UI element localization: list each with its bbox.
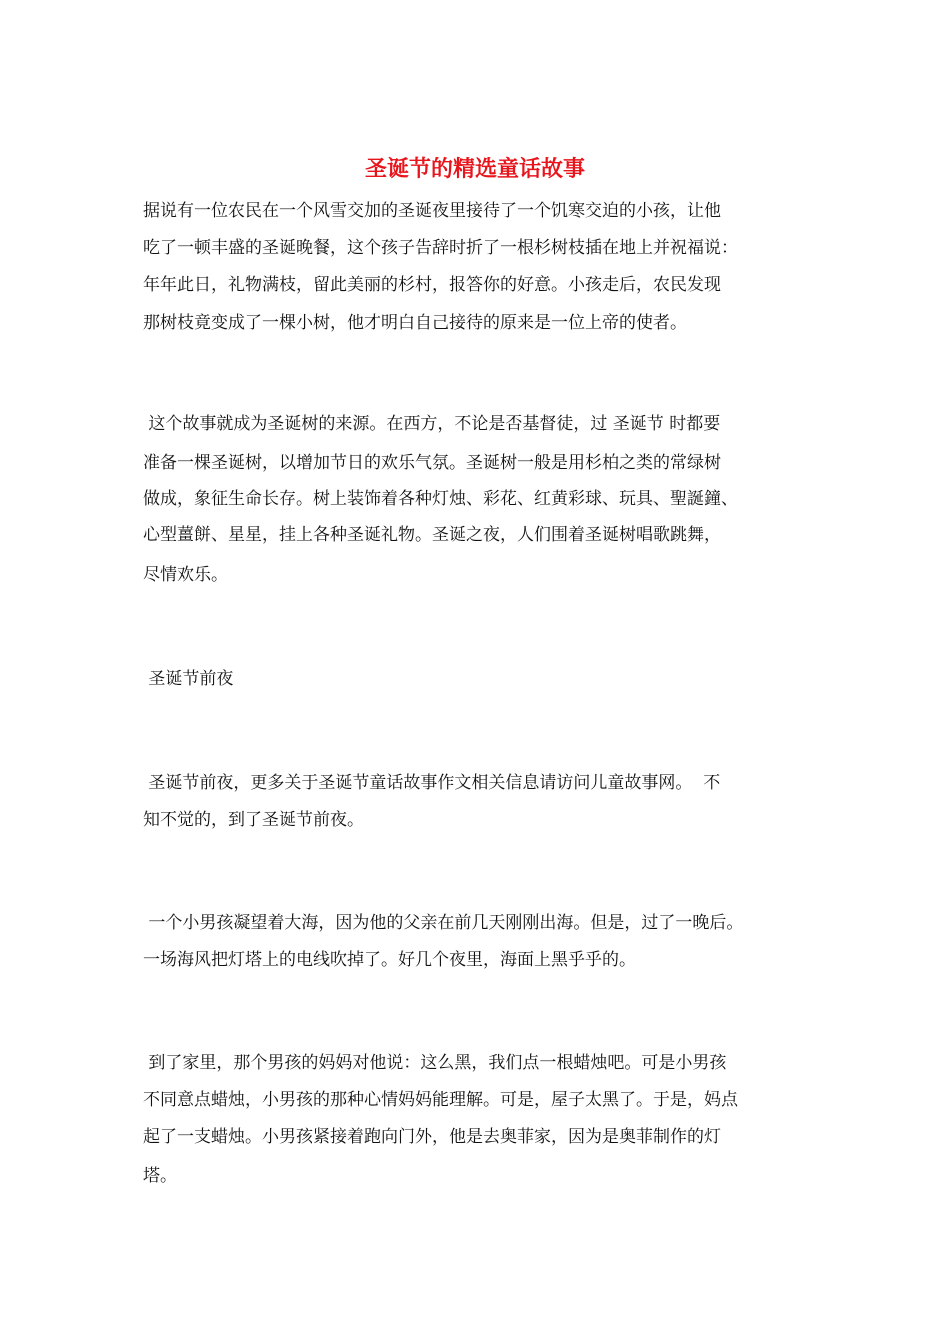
paragraph-4-line-2: 知不觉的，到了圣诞节前夜。 xyxy=(143,810,364,830)
paragraph-5-line-2: 一场海风把灯塔上的电线吹掉了。好几个夜里，海面上黑乎乎的。 xyxy=(143,950,636,970)
paragraph-2-line-2: 准备一棵圣诞树，以增加节日的欢乐气氛。圣诞树一般是用杉柏之类的常绿树 xyxy=(143,453,721,473)
paragraph-1-line-3: 年年此日，礼物满枝，留此美丽的杉村，报答你的好意。小孩走后，农民发现 xyxy=(143,275,721,295)
paragraph-6-line-2: 不同意点蜡烛，小男孩的那种心情妈妈能理解。可是，屋子太黑了。于是，妈点 xyxy=(143,1090,738,1110)
paragraph-2-line-5: 尽情欢乐。 xyxy=(143,565,228,585)
paragraph-5-line-1: 一个小男孩凝望着大海，因为他的父亲在前几天刚刚出海。但是，过了一晚后。 xyxy=(143,913,744,933)
paragraph-2-line-1: 这个故事就成为圣诞树的来源。在西方，不论是否基督徒，过 圣诞节 时都要 xyxy=(143,414,721,434)
section-heading-christmas-eve: 圣诞节前夜 xyxy=(143,669,234,689)
paragraph-4-line-1: 圣诞节前夜，更多关于圣诞节童话故事作文相关信息请访问儿童故事网。 不 xyxy=(143,773,721,793)
paragraph-1-line-2: 吃了一顿丰盛的圣诞晚餐，这个孩子告辞时折了一根杉树枝插在地上并祝福说： xyxy=(143,238,738,258)
paragraph-6-line-4: 塔。 xyxy=(143,1166,177,1186)
document-title: 圣诞节的精选童话故事 xyxy=(364,156,585,182)
paragraph-2-line-4: 心型薑餅、星星，挂上各种圣诞礼物。圣诞之夜，人们围着圣诞树唱歌跳舞， xyxy=(143,525,721,545)
paragraph-1-line-1: 据说有一位农民在一个风雪交加的圣诞夜里接待了一个饥寒交迫的小孩，让他 xyxy=(143,201,721,221)
paragraph-6-line-1: 到了家里，那个男孩的妈妈对他说：这么黑，我们点一根蜡烛吧。可是小男孩 xyxy=(143,1053,727,1073)
paragraph-1-line-4: 那树枝竟变成了一棵小树，他才明白自己接待的原来是一位上帝的使者。 xyxy=(143,313,687,333)
paragraph-2-line-3: 做成，象征生命长存。树上装饰着各种灯烛、彩花、红黄彩球、玩具、聖誕鐘、 xyxy=(143,489,738,509)
paragraph-6-line-3: 起了一支蜡烛。小男孩紧接着跑向门外，他是去奥菲家，因为是奥菲制作的灯 xyxy=(143,1127,721,1147)
